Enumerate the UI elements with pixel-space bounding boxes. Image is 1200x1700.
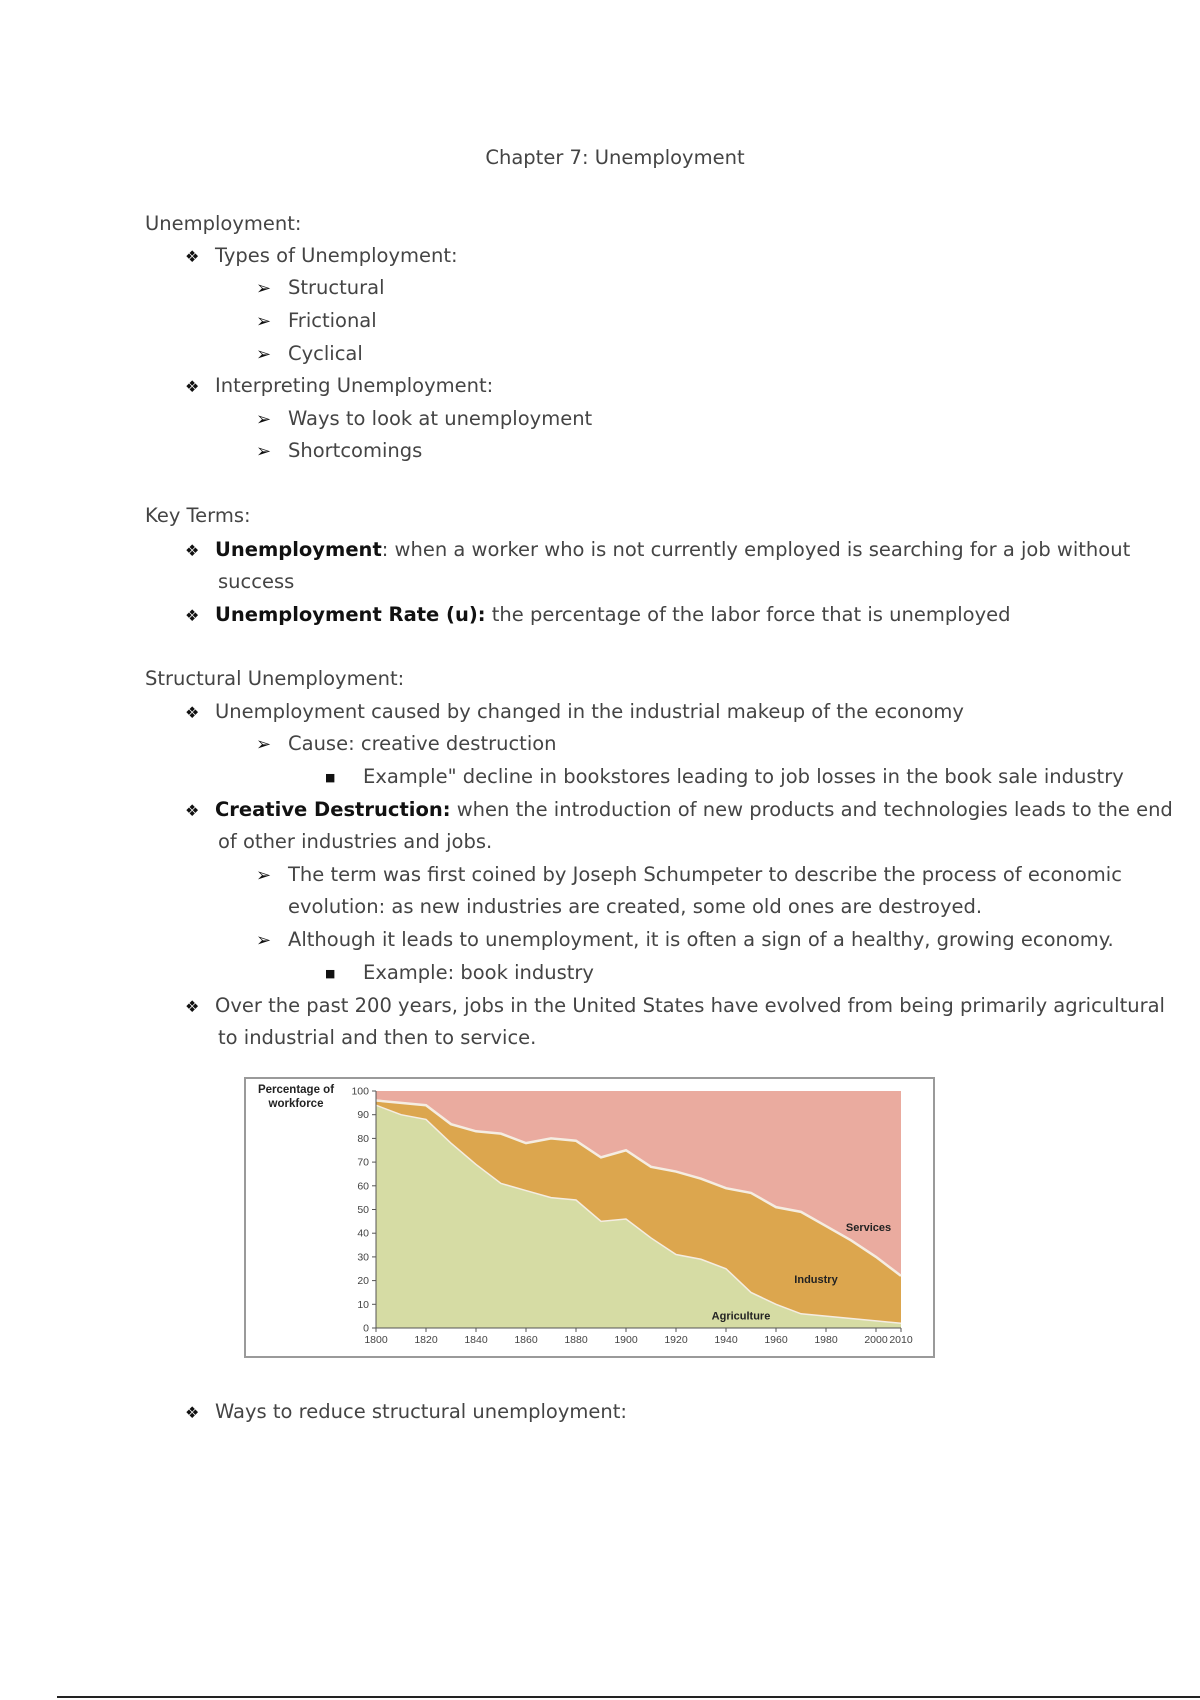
arrow-bullet-icon: ➢	[256, 409, 272, 430]
y-tick-label: 50	[357, 1204, 369, 1216]
list-item: ➢ Cyclical	[256, 342, 363, 365]
y-tick-label: 100	[351, 1085, 369, 1098]
x-tick-label: 1860	[514, 1334, 538, 1346]
industry-label: Industry	[794, 1273, 838, 1286]
x-tick-label: 1940	[714, 1334, 738, 1346]
y-tick-label: 70	[357, 1156, 369, 1169]
list-item: ➢ Shortcomings	[256, 439, 423, 462]
list-item: ❖ Interpreting Unemployment:	[185, 374, 494, 397]
x-tick-label: 1960	[764, 1334, 788, 1346]
x-tick-label: 2000	[864, 1334, 888, 1346]
arrow-bullet-icon: ➢	[256, 734, 272, 755]
diamond-bullet-icon: ❖	[185, 703, 200, 722]
list-item-continued: evolution: as new industries are created, some old ones are destroyed.	[288, 895, 983, 918]
x-tick-label: 1840	[464, 1334, 488, 1346]
list-item: ➢ Ways to look at unemployment	[256, 407, 593, 430]
page-bottom-rule	[57, 1696, 1200, 1698]
y-tick-label: 60	[357, 1180, 369, 1193]
workforce-chart	[244, 1077, 935, 1358]
key-term-continued: of other industries and jobs.	[218, 830, 493, 853]
agriculture-label: Agriculture	[711, 1310, 771, 1323]
list-item: ❖ Types of Unemployment:	[185, 244, 458, 267]
services-label: Services	[845, 1221, 892, 1234]
key-term-continued: success	[218, 570, 295, 593]
y-tick-label: 90	[357, 1109, 369, 1122]
y-tick-label: 30	[357, 1251, 369, 1264]
chart-y-label: Percentage of workforce	[257, 1084, 335, 1110]
x-tick-label: 1980	[814, 1334, 838, 1346]
x-tick-label: 1920	[664, 1334, 688, 1346]
term-definition: the percentage of the labor force that is unemployed	[485, 603, 1011, 626]
y-tick-label: 40	[357, 1227, 369, 1240]
chart-svg	[246, 1079, 933, 1356]
x-tick-label: 1900	[614, 1334, 638, 1346]
list-item: ➢ Although it leads to unemployment, it is often a sign of a healthy, growing economy.	[256, 928, 1114, 951]
y-tick-label: 20	[357, 1275, 369, 1288]
diamond-bullet-icon: ❖	[185, 377, 200, 396]
list-item: ❖ Ways to reduce structural unemployment:	[185, 1400, 627, 1423]
diamond-bullet-icon: ❖	[185, 1403, 200, 1422]
list-item: ❖ Over the past 200 years, jobs in the United States have evolved from being primarily agricultural	[185, 994, 1165, 1017]
square-bullet-icon: ■	[325, 967, 336, 980]
y-tick-label: 80	[357, 1132, 369, 1145]
list-item: ➢ Cause: creative destruction	[256, 732, 557, 755]
section-heading: Unemployment:	[145, 212, 302, 235]
list-item: ❖ Unemployment caused by changed in the industrial makeup of the economy	[185, 700, 964, 723]
key-term	[185, 798, 1173, 823]
diamond-bullet-icon: ❖	[185, 997, 200, 1016]
section-heading: Key Terms:	[145, 504, 251, 527]
x-tick-label: 1880	[564, 1334, 588, 1346]
arrow-bullet-icon: ➢	[256, 441, 272, 462]
page-title: Chapter 7: Unemployment	[485, 146, 745, 169]
list-item: ➢ Structural	[256, 276, 385, 299]
y-tick-label: 10	[357, 1298, 369, 1311]
term-name: Unemployment Rate (u):	[215, 603, 486, 626]
list-item: ➢ The term was first coined by Joseph Schumpeter to describe the process of economic	[256, 863, 1122, 886]
term-name: Creative Destruction:	[215, 798, 451, 821]
arrow-bullet-icon: ➢	[256, 278, 272, 299]
section-heading: Structural Unemployment:	[145, 667, 405, 690]
list-item: ■ Example: book industry	[325, 961, 594, 984]
x-tick-label: 1800	[364, 1334, 388, 1346]
x-tick-label: 1820	[414, 1334, 438, 1346]
diamond-bullet-icon: ❖	[185, 606, 200, 625]
list-item: ➢ Frictional	[256, 309, 377, 332]
key-term	[185, 603, 1010, 628]
diamond-bullet-icon: ❖	[185, 801, 200, 820]
x-tick-label: 2010	[889, 1334, 913, 1346]
term-definition: : when a worker who is not currently employed is searching for a job without	[381, 538, 1131, 561]
y-tick-label: 0	[363, 1322, 369, 1335]
arrow-bullet-icon: ➢	[256, 344, 272, 365]
term-name: Unemployment	[215, 538, 382, 561]
list-item: ■ Example" decline in bookstores leading to job losses in the book sale industry	[325, 765, 1124, 788]
arrow-bullet-icon: ➢	[256, 865, 272, 886]
diamond-bullet-icon: ❖	[185, 541, 200, 560]
diamond-bullet-icon: ❖	[185, 247, 200, 266]
arrow-bullet-icon: ➢	[256, 311, 272, 332]
list-item-continued: to industrial and then to service.	[218, 1026, 537, 1049]
key-term	[185, 538, 1130, 563]
arrow-bullet-icon: ➢	[256, 930, 272, 951]
term-definition: when the introduction of new products and technologies leads to the end	[450, 798, 1173, 821]
square-bullet-icon: ■	[325, 771, 336, 784]
